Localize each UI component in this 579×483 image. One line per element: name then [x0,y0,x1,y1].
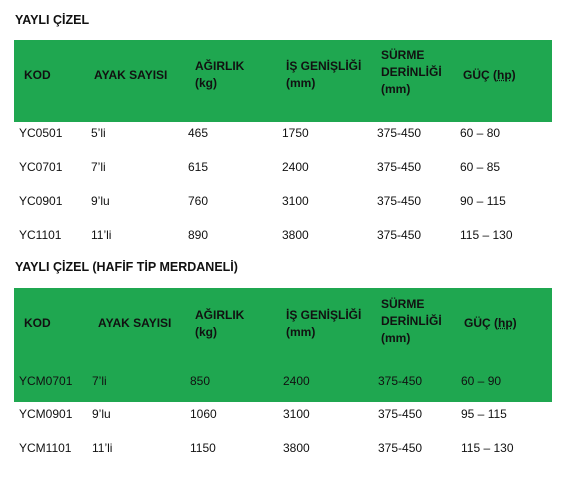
header-agirlik-line1: AĞIRLIK [195,59,245,73]
table-row [14,190,552,212]
cell-genislik: 2400 [283,374,310,388]
cell-surme: 375-450 [378,374,423,388]
cell-kod: YC0501 [19,126,63,140]
cell-agirlik: 465 [188,126,209,140]
table1-header [14,40,552,122]
cell-kod: YCM0901 [19,407,73,421]
cell-kod: YCM0701 [19,374,73,388]
header-guc [464,315,517,332]
cell-surme: 375-450 [378,441,423,455]
header-surme-line1: SÜRME [381,297,425,311]
header-is-genisligi [286,307,361,341]
cell-agirlik: 760 [188,194,209,208]
header-agirlik [195,307,244,341]
cell-agirlik: 1150 [190,441,216,455]
cell-kod: YCM1101 [19,441,72,455]
cell-ayak: 5’li [91,126,106,140]
cell-ayak: 7’li [91,160,106,174]
header-surme-derinligi [381,296,442,347]
cell-genislik: 3100 [282,194,309,208]
header-surme-line1: SÜRME [381,48,425,62]
header-genislik-unit: (mm) [286,325,316,339]
cell-ayak: 7’li [92,374,107,388]
header-genislik-line1: İŞ GENİŞLİĞİ [286,59,362,73]
table-row [14,224,552,246]
header-ayak-sayisi: AYAK SAYISI [94,68,168,82]
header-guc-label: GÜÇ ( [464,316,498,330]
table-row [14,122,552,144]
header-surme-unit: (mm) [381,331,411,345]
cell-guc: 60 – 85 [460,160,501,174]
header-guc-hp: hp [497,68,512,82]
cell-guc: 60 – 90 [461,374,502,388]
cell-surme: 375-450 [377,160,422,174]
header-surme-line2: DERİNLİĞİ [381,65,442,79]
cell-kod: YC1101 [19,228,62,242]
table2-title: YAYLI ÇİZEL (HAFİF TİP MERDANELİ) [15,260,238,274]
cell-surme: 375-450 [377,194,422,208]
header-genislik-unit: (mm) [286,76,316,90]
table-row [14,156,552,178]
cell-agirlik: 890 [188,228,209,242]
header-agirlik-line1: AĞIRLIK [195,308,245,322]
cell-genislik: 1750 [282,126,309,140]
header-kod: KOD [24,316,51,330]
header-kod: KOD [24,68,51,82]
header-is-genisligi [286,58,361,92]
table1-title: YAYLI ÇİZEL [15,13,90,27]
table-row [14,403,552,425]
cell-guc: 90 – 115 [460,194,506,208]
cell-surme: 375-450 [377,228,422,242]
table-row [14,437,552,459]
cell-ayak: 11’li [91,228,112,242]
table-row [14,369,552,402]
cell-agirlik: 615 [188,160,209,174]
cell-guc: 60 – 80 [460,126,501,140]
header-surme-derinligi [381,47,442,98]
header-ayak-sayisi: AYAK SAYISI [98,316,172,330]
cell-genislik: 3800 [282,228,309,242]
header-agirlik-unit: (kg) [195,325,217,339]
cell-guc: 115 – 130 [461,441,514,455]
cell-genislik: 3100 [283,407,310,421]
cell-surme: 375-450 [377,126,422,140]
header-guc-label: GÜÇ ( [463,68,497,82]
cell-ayak: 11’li [92,441,113,455]
cell-genislik: 2400 [282,160,309,174]
cell-agirlik: 850 [190,374,211,388]
cell-ayak: 9’lu [92,407,111,421]
header-guc [463,67,516,84]
header-agirlik-unit: (kg) [195,76,217,90]
cell-kod: YC0701 [19,160,63,174]
cell-guc: 115 – 130 [460,228,513,242]
header-guc-close: ) [512,316,517,330]
cell-surme: 375-450 [378,407,423,421]
header-surme-line2: DERİNLİĞİ [381,314,442,328]
cell-kod: YC0901 [19,194,63,208]
header-agirlik [195,58,244,92]
header-genislik-line1: İŞ GENİŞLİĞİ [286,308,362,322]
table2-header [14,288,552,369]
cell-guc: 95 – 115 [461,407,507,421]
cell-agirlik: 1060 [190,407,217,421]
header-surme-unit: (mm) [381,82,411,96]
header-guc-close: ) [511,68,516,82]
cell-genislik: 3800 [283,441,310,455]
cell-ayak: 9’lu [91,194,110,208]
header-guc-hp: hp [498,316,513,330]
